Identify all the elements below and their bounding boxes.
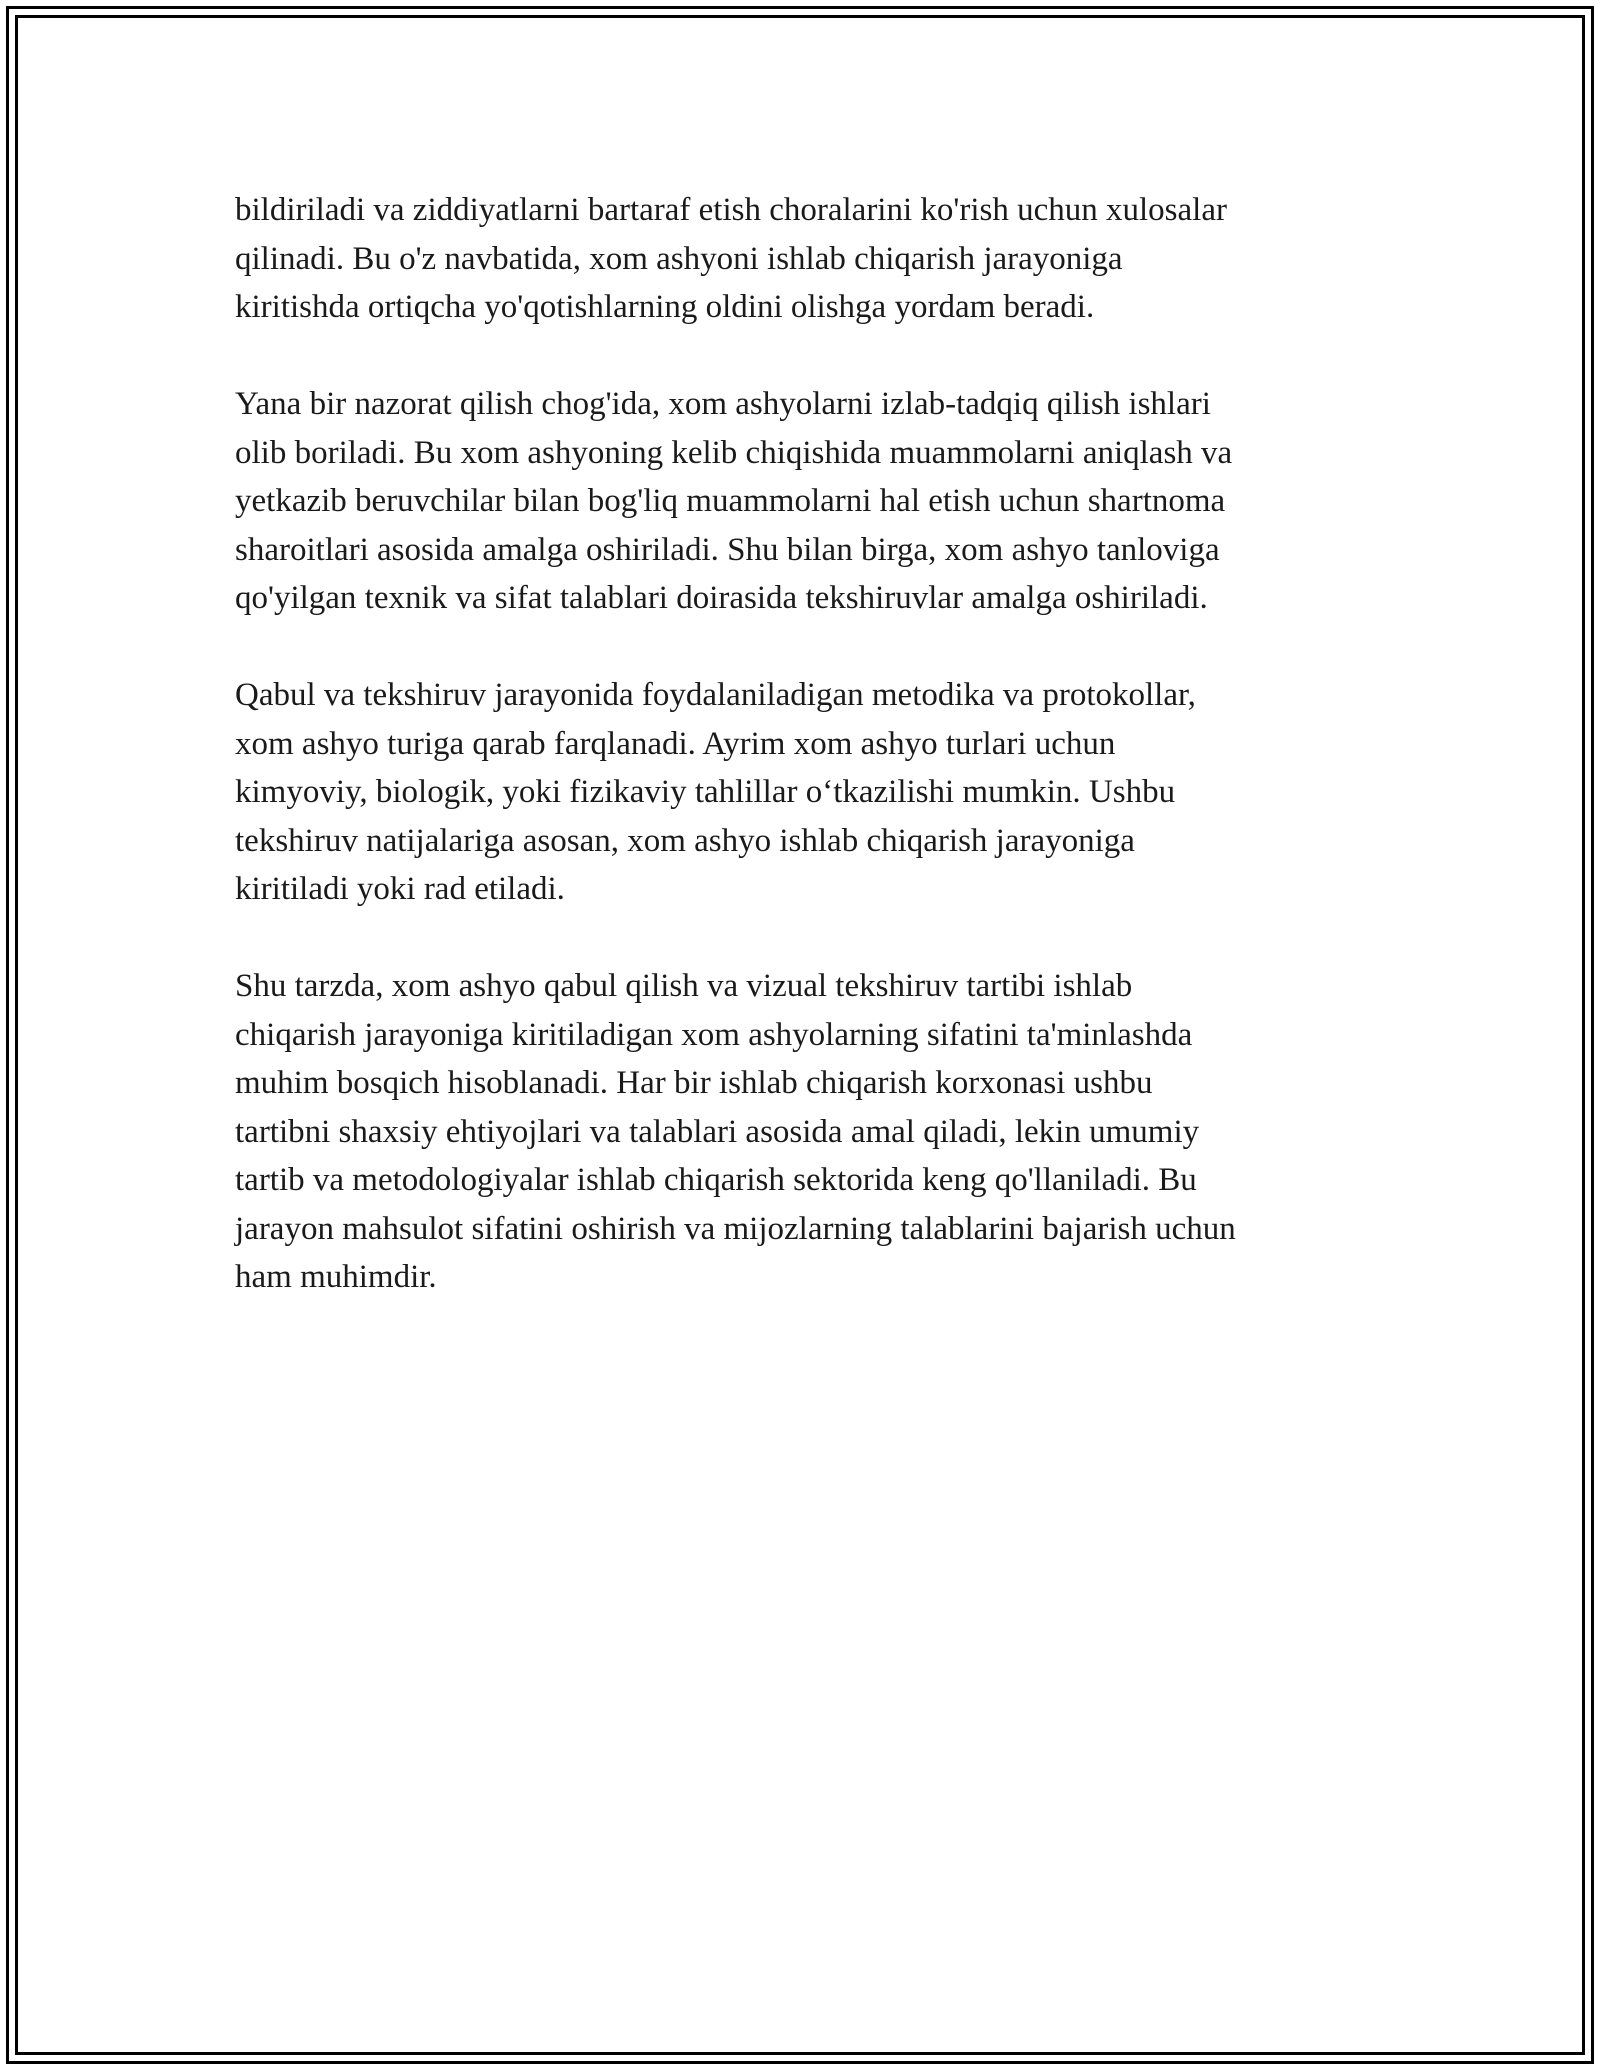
document-body bbox=[235, 186, 1365, 1350]
paragraph-1: bildiriladi va ziddiyatlarni bartaraf etish choralarini ko'rish uchun xulosalar qilinadi. Bu o'z navbatida, xom ashyoni ishlab chiqarish jarayoniga kiritishda ortiqcha yo'qotishlarning oldini olishga yordam beradi. bbox=[235, 192, 1227, 325]
paragraph-4: Shu tarzda, xom ashyo qabul qilish va vizual tekshiruv tartibi ishlab chiqarish jarayoniga kiritiladigan xom ashyolarning sifatini ta'minlashda muhim bosqich hisoblanadi. Har bir ishlab chiqarish korxonasi ushbu tartibni shaxsiy ehtiyojlari va talablari asosida amal qiladi, lekin umumiy tartib va metodologiyalar ishlab chiqarish sektorida keng qo'llaniladi. Bu jarayon mahsulot sifatini oshirish va mijozlarning talablarini bajarish uchun ham muhimdir. bbox=[235, 968, 1236, 1295]
paragraph-2: Yana bir nazorat qilish chog'ida, xom ashyolarni izlab-tadqiq qilish ishlari olib boriladi. Bu xom ashyoning kelib chiqishida muammolarni aniqlash va yetkazib beruvchilar bilan bog'liq muammolarni hal etish uchun shartnoma sharoitlari asosida amalga oshiriladi. Shu bilan birga, xom ashyo tanloviga qo'yilgan texnik va sifat talablari doirasida tekshiruvlar amalga oshiriladi. bbox=[235, 386, 1233, 616]
paragraph-3: Qabul va tekshiruv jarayonida foydalaniladigan metodika va protokollar, xom ashyo turiga qarab farqlanadi. Ayrim xom ashyo turlari uchun kimyoviy, biologik, yoki fizikaviy tahlillar o‘tkazilishi mumkin. Ushbu tekshiruv natijalariga asosan, xom ashyo ishlab chiqarish jarayoniga kiritiladi yoki rad etiladi. bbox=[235, 677, 1196, 907]
